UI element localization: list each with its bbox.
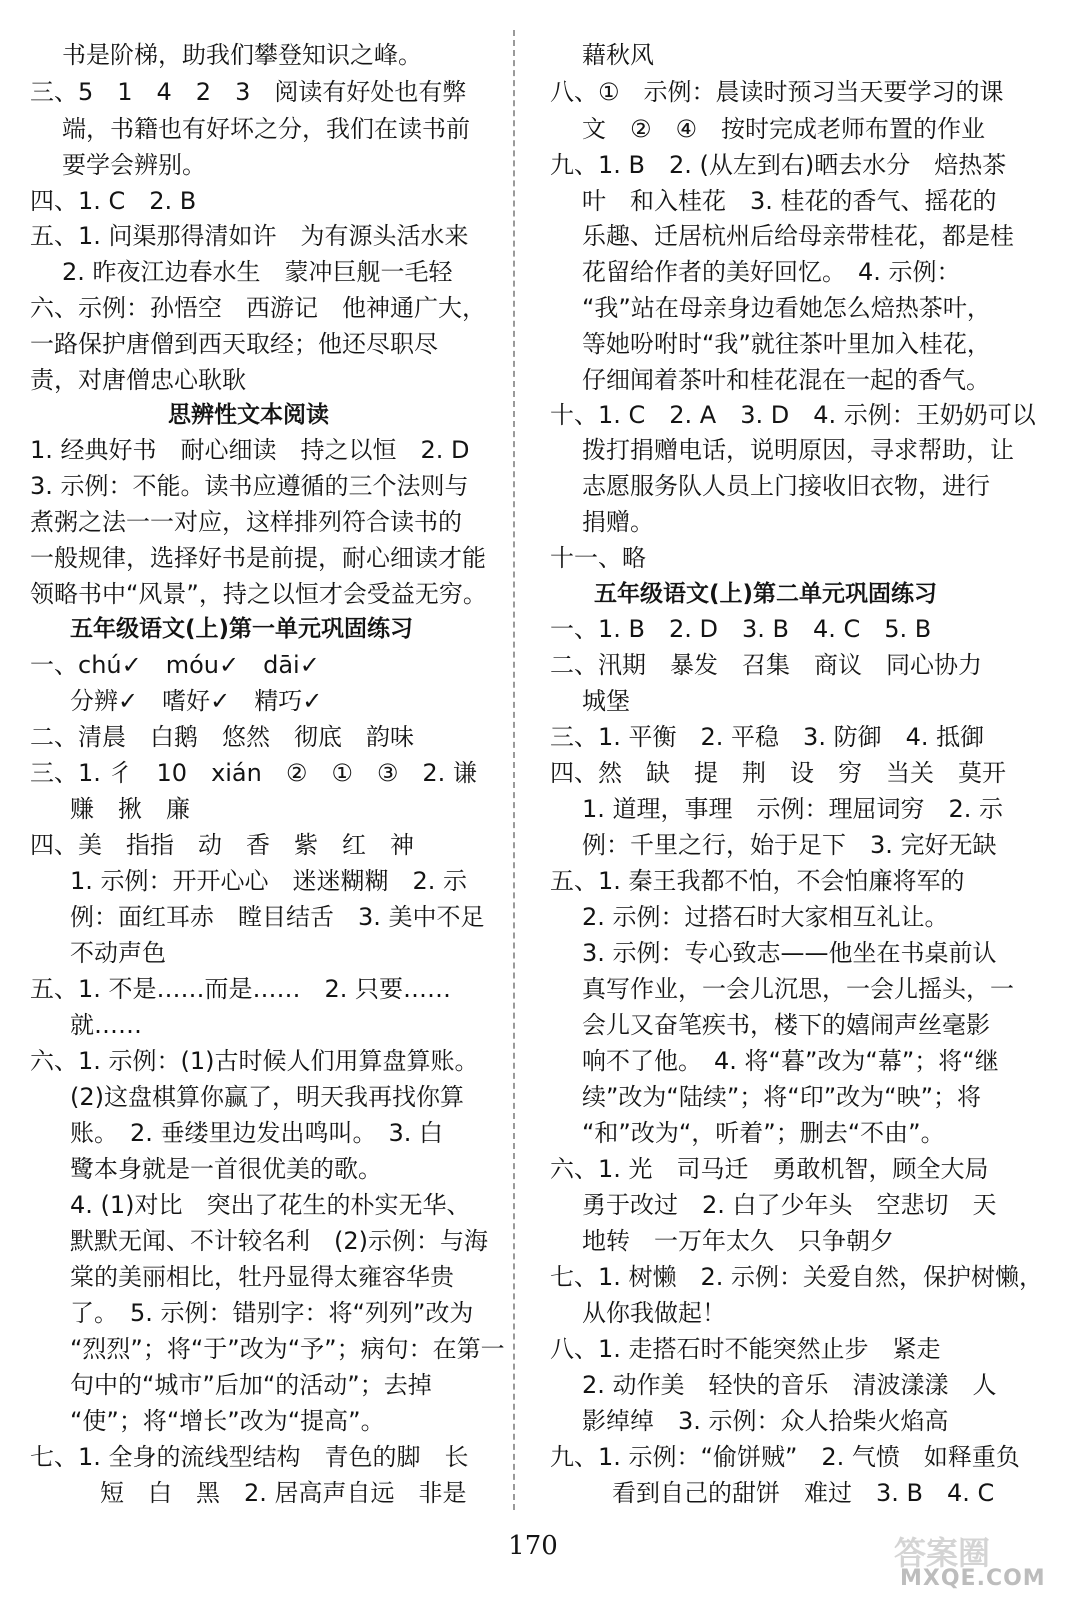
answer-line: 勇于改过 2. 白了少年头 空悲切 天 [582,1191,997,1219]
answer-line: “烈烈”；将“于”改为“予”；病句：在第一 [70,1335,505,1363]
answer-line: 2. 示例：过搭石时大家相互礼让。 [582,903,949,931]
answer-line: 一、1. B 2. D 3. B 4. C 5. B [550,615,932,643]
answer-line: 文 ② ④ 按时完成老师布置的作业 [582,115,986,143]
answer-line: 地转 一万年太久 只争朝夕 [582,1227,894,1255]
answer-line: 煮粥之法一一对应，这样排列符合读书的 [30,508,462,536]
answer-line: 分辨✓ 嗜好✓ 精巧✓ [70,687,323,715]
answer-line: 花留给作者的美好回忆。 4. 示例： [582,258,961,286]
answer-line: 要学会辨别。 [62,151,206,179]
answer-line: 3. 示例：专心致志——他坐在书桌前认 [582,939,997,967]
answer-line: 六、示例：孙悟空 西游记 他神通广大， [30,294,486,322]
answer-line: 叶 和入桂花 3. 桂花的香气、摇花的 [582,187,997,215]
section-heading: 思辨性文本阅读 [168,402,329,428]
answer-line: 句中的“城市”后加“的活动”；去掉 [70,1371,432,1399]
answer-line: 八、① 示例：晨读时预习当天要学习的课 [550,78,1004,106]
watermark-logo: 答案圈 [894,1534,991,1572]
answer-line: 一般规律，选择好书是前提，耐心细读才能 [30,544,486,572]
page-number: 170 [508,1531,558,1561]
answer-line: 赚 揪 廉 [70,795,190,823]
answer-line: 鹭本身就是一首很优美的歌。 [70,1155,382,1183]
answer-line: 1. 道理，事理 示例：理屈词穷 2. 示 [582,795,1004,823]
answer-line: 志愿服务队人员上门接收旧衣物，进行 [582,472,990,500]
column-divider [513,30,515,1510]
answer-line: 例：面红耳赤 瞠目结舌 3. 美中不足 [70,903,485,931]
answer-line: 看到自己的甜饼 难过 3. B 4. C [612,1479,995,1507]
answer-line: 从你我做起！ [582,1299,726,1327]
answer-line: 责，对唐僧忠心耿耿 [30,366,246,394]
answer-line: 五、1. 秦王我都不怕，不会怕廉将军的 [550,867,965,895]
answer-line: 捐赠。 [582,508,654,536]
answer-line: 2. 昨夜江边春水生 蒙冲巨舰一毛轻 [62,258,453,286]
answer-line: 七、1. 全身的流线型结构 青色的脚 长 [30,1443,469,1471]
answer-line: 城堡 [582,687,630,715]
answer-line: 三、1. 平衡 2. 平稳 3. 防御 4. 抵御 [550,723,985,751]
answer-line: 一路保护唐僧到西天取经；他还尽职尽 [30,330,438,358]
answer-line: 会儿又奋笔疾书，楼下的嬉闹声丝毫影 [582,1011,990,1039]
answer-line: 四、然 缺 提 荆 设 穷 当关 莫开 [550,759,1006,787]
section-heading: 五年级语文(上)第一单元巩固练习 [70,616,414,642]
answer-line: 二、清晨 白鹅 悠然 彻底 韵味 [30,723,414,751]
answer-line: 一、chú✓ móu✓ dāi✓ [30,651,320,679]
answer-line: 棠的美丽相比，牡丹显得太雍容华贵 [70,1263,454,1291]
answer-line: 四、美 指指 动 香 紫 红 神 [30,831,414,859]
answer-line: 拨打捐赠电话，说明原因，寻求帮助，让 [582,436,1014,464]
answer-line: 四、1. C 2. B [30,187,197,215]
answer-line: 例：千里之行，始于足下 3. 完好无缺 [582,831,997,859]
answer-line: 十一、略 [550,544,646,572]
answer-line: 短 白 黑 2. 居高声自远 非是 [100,1479,467,1507]
answer-line: 藉秋风 [582,41,654,69]
answer-line: “和”改为“，听着”；删去“不由”。 [582,1119,945,1147]
answer-line: 真写作业，一会儿沉思，一会儿摇头，一 [582,975,1014,1003]
answer-line: 续”改为“陆续”；将“印”改为“映”；将 [582,1083,982,1111]
answer-line: 九、1. 示例：“偷饼贼” 2. 气愤 如释重负 [550,1443,1020,1471]
answer-line: (2)这盘棋算你赢了，明天我再找你算 [70,1083,464,1111]
watermark [876,1536,1062,1598]
answer-line: 五、1. 问渠那得清如许 为有源头活水来 [30,222,469,250]
answer-line: 4. (1)对比 突出了花生的朴实无华、 [70,1191,471,1219]
watermark-site: MXQE.COM [900,1566,1046,1591]
answer-line: 八、1. 走搭石时不能突然止步 紧走 [550,1335,941,1363]
answer-line: 五、1. 不是……而是…… 2. 只要…… [30,975,452,1003]
answer-line: 3. 示例：不能。读书应遵循的三个法则与 [30,472,469,500]
answer-line: “我”站在母亲身边看她怎么焙热茶叶， [582,294,991,322]
answer-line: 仔细闻着茶叶和桂花混在一起的香气。 [582,366,990,394]
answer-line: “使”；将“增长”改为“提高”。 [70,1407,385,1435]
answer-line: 三、1. 彳 10 xián ② ① ③ 2. 谦 [30,759,477,787]
answer-line: 1. 示例：开开心心 迷迷糊糊 2. 示 [70,867,468,895]
answer-line: 三、5 1 4 2 3 阅读有好处也有弊 [30,78,467,106]
answer-line: 账。 2. 垂缕里边发出鸣叫。 3. 白 [70,1119,444,1147]
answer-line: 影绰绰 3. 示例：众人拾柴火焰高 [582,1407,949,1435]
answer-line: 书是阶梯，助我们攀登知识之峰。 [62,41,422,69]
answer-line: 1. 经典好书 耐心细读 持之以恒 2. D [30,436,470,464]
answer-line: 响不了他。 4. 将“暮”改为“幕”；将“继 [582,1047,999,1075]
answer-line: 六、1. 光 司马迁 勇敢机智，顾全大局 [550,1155,989,1183]
answer-line: 了。 5. 示例：错别字：将“列列”改为 [70,1299,474,1327]
answer-line: 2. 动作美 轻快的音乐 清波漾漾 人 [582,1371,997,1399]
answer-line: 七、1. 树懒 2. 示例：关爱自然，保护树懒， [550,1263,1044,1291]
answer-line: 不动声色 [70,939,166,967]
answer-line: 十、1. C 2. A 3. D 4. 示例：王奶奶可以 [550,401,1036,429]
section-heading: 五年级语文(上)第二单元巩固练习 [594,581,938,607]
answer-line: 乐趣、迁居杭州后给母亲带桂花，都是桂 [582,222,1014,250]
answer-line: 等她吩咐时“我”就往茶叶里加入桂花， [582,330,991,358]
answer-line: 领略书中“风景”，持之以恒才会受益无穷。 [30,580,487,608]
answer-line: 就…… [70,1011,142,1039]
answer-line: 六、1. 示例：(1)古时候人们用算盘算账。 [30,1047,479,1075]
answer-line: 二、汛期 暴发 召集 商议 同心协力 [550,651,982,679]
answer-line: 端，书籍也有好坏之分，我们在读书前 [62,115,470,143]
answer-line: 默默无闻、不计较名利 (2)示例：与海 [70,1227,488,1255]
answer-line: 九、1. B 2. (从左到右)晒去水分 焙热茶 [550,151,1007,179]
